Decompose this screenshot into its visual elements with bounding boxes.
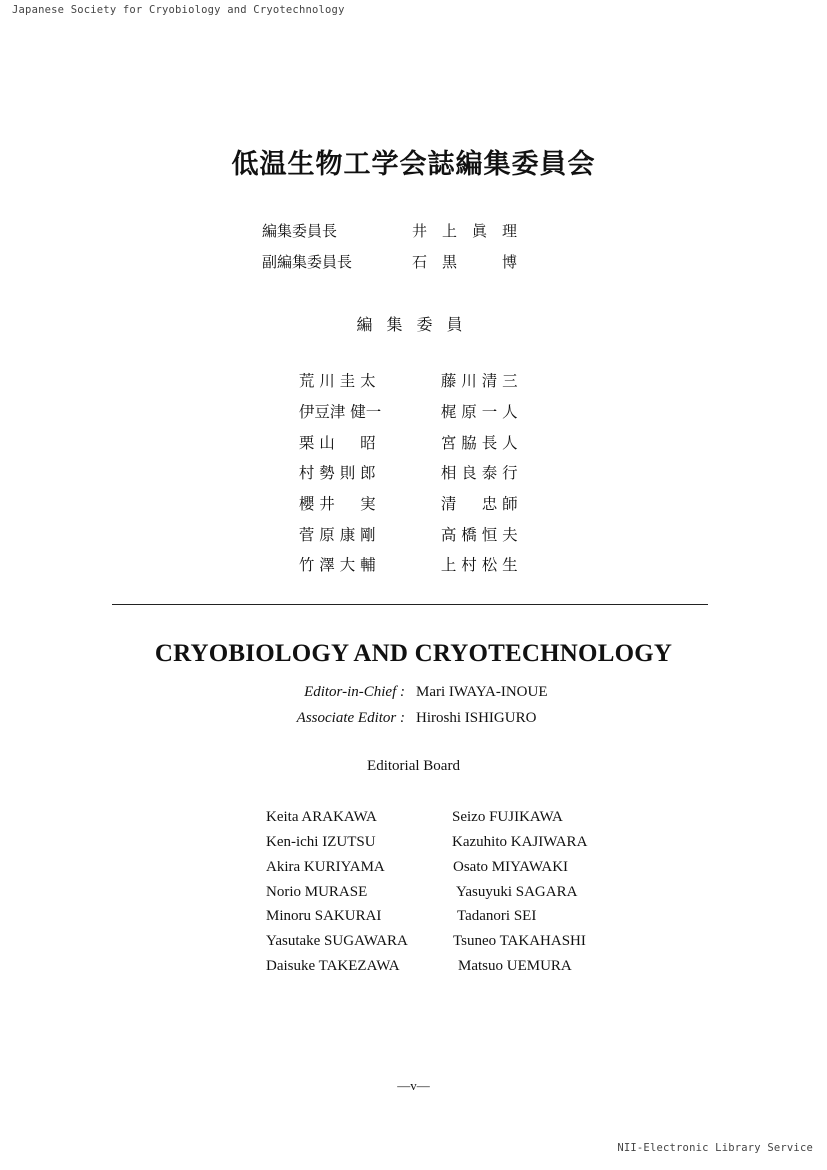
en-board-member: Keita ARAKAWA bbox=[266, 809, 377, 825]
page-number: —v— bbox=[397, 1078, 430, 1093]
en-board-member: Seizo FUJIKAWA bbox=[452, 809, 563, 825]
service-footer: NII-Electronic Library Service bbox=[617, 1142, 813, 1154]
section-divider bbox=[112, 604, 708, 605]
jp-board-title: 編集委員 bbox=[356, 315, 477, 334]
jp-board-member: 竹 澤 大 輔 bbox=[298, 556, 376, 574]
jp-board-member: 相 良 泰 行 bbox=[440, 464, 518, 482]
jp-board-member: 宮 脇 長 人 bbox=[440, 434, 518, 452]
en-board-member: Yasutake SUGAWARA bbox=[266, 933, 408, 949]
en-editor-in-chief-value: Mari IWAYA-INOUE bbox=[416, 684, 548, 700]
en-board-member: Matsuo UEMURA bbox=[458, 958, 572, 974]
jp-board-member: 梶 原 一 人 bbox=[440, 403, 518, 421]
en-board-member: Tsuneo TAKAHASHI bbox=[453, 933, 586, 949]
jp-board-member: 清 忠 師 bbox=[440, 495, 518, 513]
en-board-title: Editorial Board bbox=[367, 758, 460, 774]
jp-board-member: 荒 川 圭 太 bbox=[298, 372, 376, 390]
source-header: Japanese Society for Cryobiology and Cryotechnology bbox=[12, 4, 345, 16]
jp-editor-in-chief-label: 編集委員長 bbox=[262, 222, 338, 240]
jp-board-member: 高 橋 恒 夫 bbox=[440, 526, 518, 544]
jp-editor-in-chief-name: 井 上 眞 理 bbox=[412, 222, 518, 240]
en-board-member: Minoru SAKURAI bbox=[266, 908, 382, 924]
en-board-member: Ken-ichi IZUTSU bbox=[266, 834, 376, 850]
jp-board-member: 上 村 松 生 bbox=[440, 556, 518, 574]
jp-board-member: 栗 山 昭 bbox=[298, 434, 376, 452]
jp-board-member: 村 勢 則 郎 bbox=[298, 464, 376, 482]
en-board-member: Akira KURIYAMA bbox=[266, 859, 385, 875]
en-board-member: Kazuhito KAJIWARA bbox=[452, 834, 588, 850]
jp-board-member: 櫻 井 実 bbox=[298, 495, 376, 513]
en-board-member: Daisuke TAKEZAWA bbox=[266, 958, 400, 974]
jp-board-member: 藤 川 清 三 bbox=[440, 372, 518, 390]
jp-board-member: 菅 原 康 剛 bbox=[298, 526, 376, 544]
en-board-member: Osato MIYAWAKI bbox=[453, 859, 569, 875]
en-board-member: Norio MURASE bbox=[266, 884, 368, 900]
jp-associate-editor-name: 石 黒 博 bbox=[412, 253, 518, 271]
en-board-member: Yasuyuki SAGARA bbox=[456, 884, 578, 900]
jp-associate-editor-label: 副編集委員長 bbox=[262, 253, 353, 271]
en-associate-editor-value: Hiroshi ISHIGURO bbox=[416, 710, 537, 726]
en-journal-title: CRYOBIOLOGY AND CRYOTECHNOLOGY bbox=[154, 640, 673, 667]
jp-committee-title: 低温生物工学会誌編集委員会 bbox=[231, 149, 596, 180]
en-board-member: Tadanori SEI bbox=[457, 908, 537, 924]
jp-board-member: 伊豆津 健一 bbox=[298, 403, 382, 421]
en-editor-in-chief-label: Editor-in-Chief : bbox=[304, 684, 405, 700]
en-editor-in-chief-row bbox=[0, 684, 405, 704]
en-associate-editor-row bbox=[0, 710, 405, 730]
en-associate-editor-label: Associate Editor : bbox=[296, 710, 405, 726]
